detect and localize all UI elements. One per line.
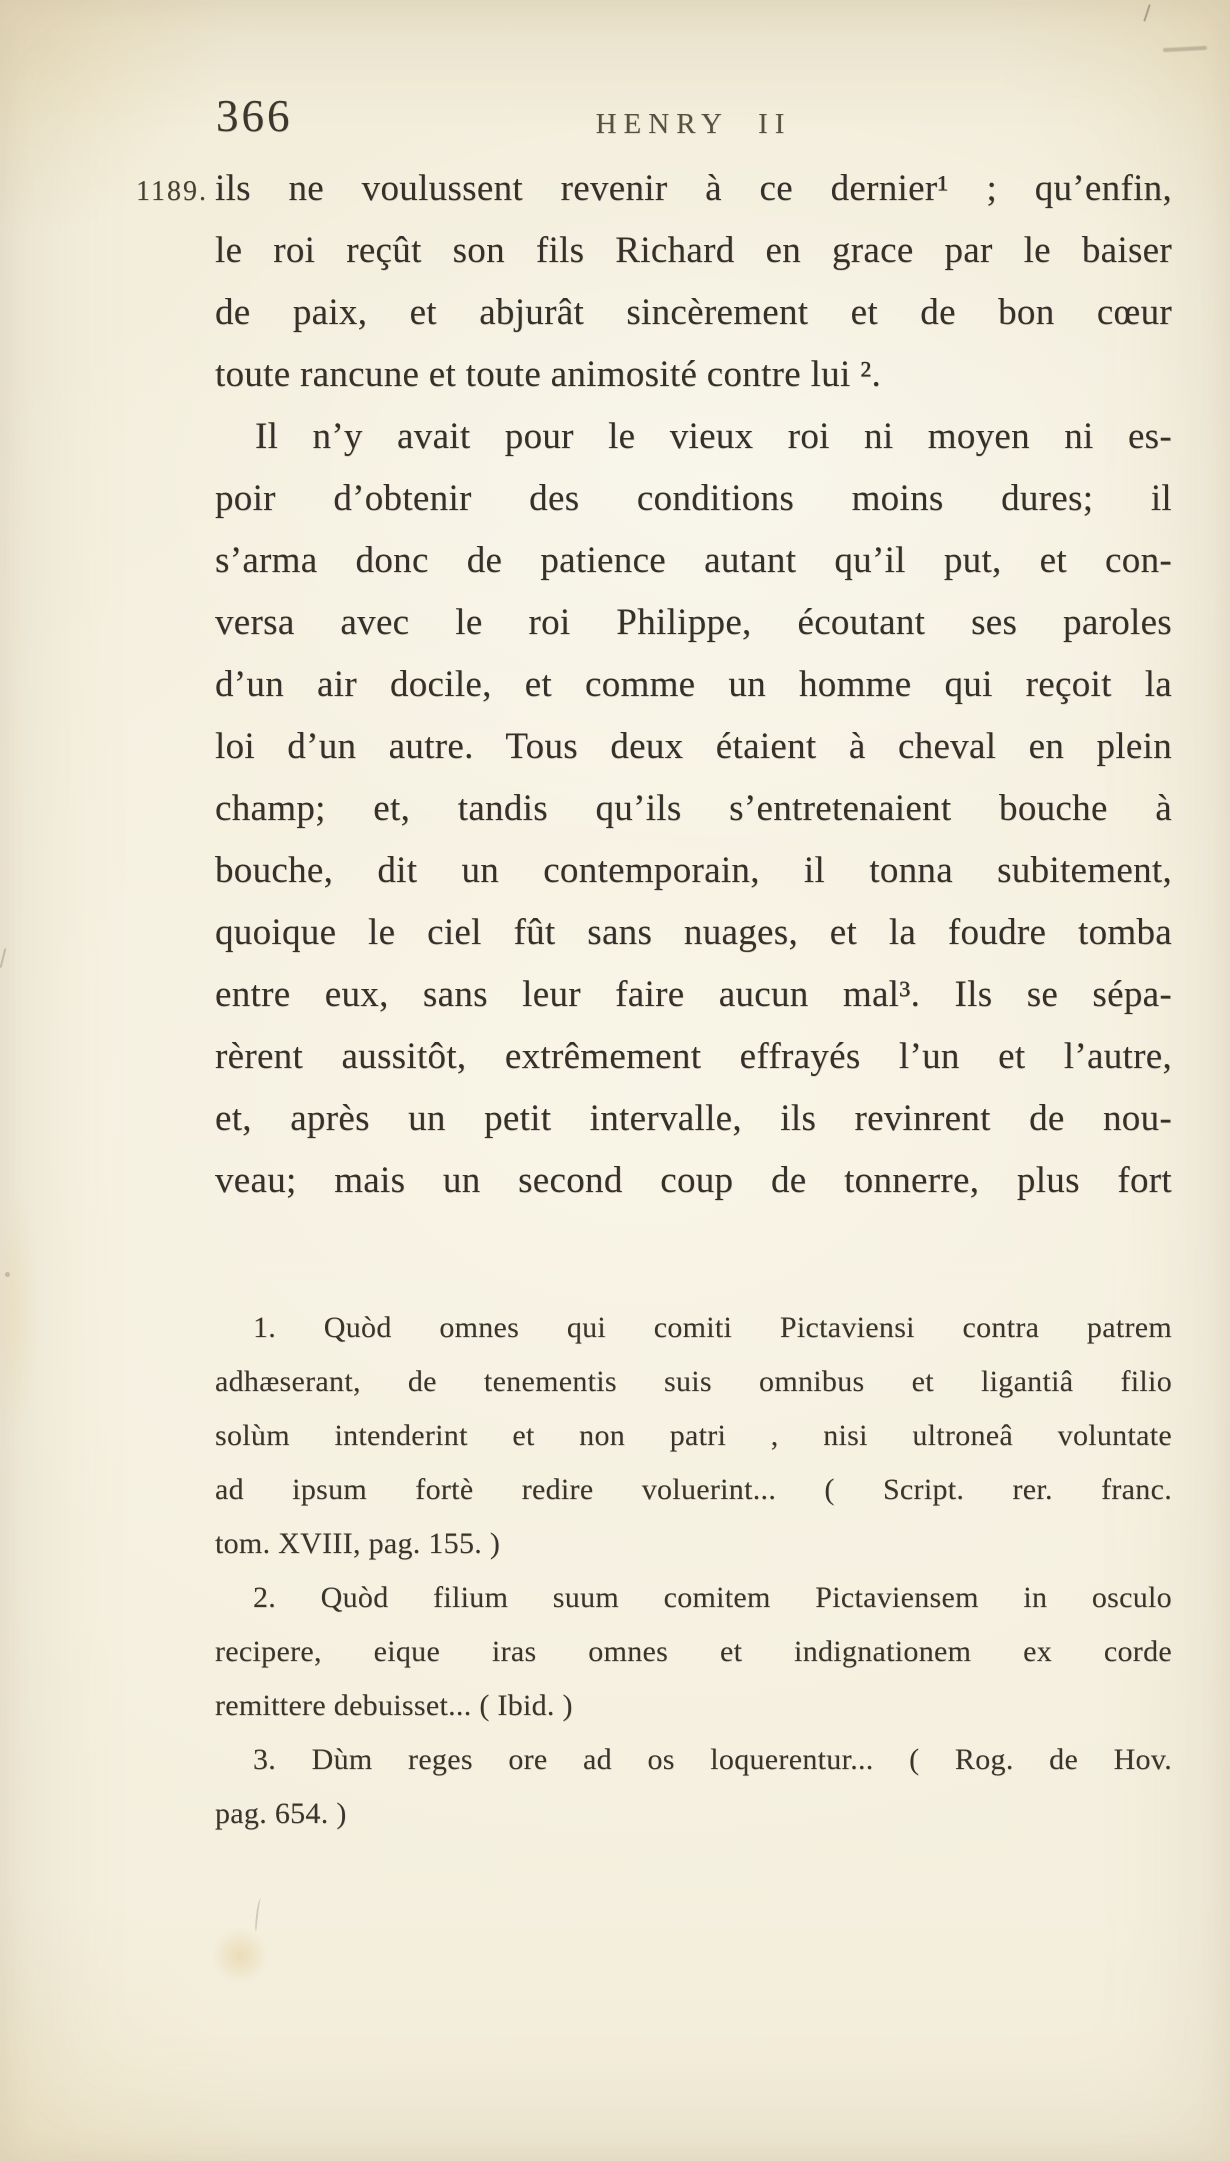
body-line: le roi reçût son fils Richard en grace par le baiser	[215, 230, 1172, 271]
body-line: Il n’y avait pour le vieux roi ni moyen ni es-	[255, 416, 1172, 457]
body-line: champ; et, tandis qu’ils s’entretenaient bouche à	[215, 788, 1172, 829]
footnote-line: 2. Quòd filium suum comitem Pictaviensem in osculo	[253, 1581, 1172, 1614]
paragraph-1	[215, 158, 1172, 406]
running-title: HENRY II	[595, 108, 792, 140]
body-line: s’arma donc de patience autant qu’il put, et con-	[215, 540, 1172, 581]
footnote-line: adhæserant, de tenementis suis omnibus et ligantiâ filio	[215, 1365, 1172, 1398]
footnote-line: pag. 654. )	[215, 1797, 347, 1830]
footnote-1	[215, 1301, 1172, 1571]
body-line: et, après un petit intervalle, ils revinrent de nou-	[215, 1098, 1172, 1139]
body-line: quoique le ciel fût sans nuages, et la foudre tomba	[215, 912, 1172, 953]
footnote-line: ad ipsum fortè redire voluerint... ( Script. rer. franc.	[215, 1473, 1172, 1506]
body-line: de paix, et abjurât sincèrement et de bon cœur	[215, 292, 1172, 333]
body-text	[215, 158, 1172, 1212]
body-line: bouche, dit un contemporain, il tonna subitement,	[215, 850, 1172, 891]
footnote-line: recipere, eique iras omnes et indignationem ex corde	[215, 1635, 1172, 1668]
footnote-2	[215, 1571, 1172, 1733]
body-line: ils ne voulussent revenir à ce dernier¹ ; qu’enfin,	[215, 168, 1172, 209]
scan-artifact-squiggle-bottom-left	[254, 1898, 263, 1932]
footnote-line: 3. Dùm reges ore ad os loquerentur... ( Rog. de Hov.	[253, 1743, 1172, 1776]
body-line: loi d’un autre. Tous deux étaient à cheval en plein	[215, 726, 1172, 767]
footnote-3	[215, 1733, 1172, 1841]
scan-artifact-dash-top-right	[1163, 46, 1207, 52]
scan-artifact-slash-top-right	[1143, 4, 1150, 22]
body-line: veau; mais un second coup de tonnerre, plus fort	[215, 1160, 1172, 1201]
paragraph-2	[215, 406, 1172, 1212]
scan-artifact-stain-bottom-left	[210, 1928, 270, 1983]
body-line: d’un air docile, et comme un homme qui reçoit la	[215, 664, 1172, 705]
body-line: toute rancune et toute animosité contre lui ².	[215, 354, 882, 395]
body-line: rèrent aussitôt, extrêmement effrayés l’un et l’autre,	[215, 1036, 1172, 1077]
margin-year-note: 1189.	[136, 176, 208, 207]
body-line: poir d’obtenir des conditions moins dures; il	[215, 478, 1172, 519]
footnote-line: remittere debuisset... ( Ibid. )	[215, 1689, 573, 1722]
footnote-line: 1. Quòd omnes qui comiti Pictaviensi contra patrem	[253, 1311, 1172, 1344]
page-number: 366	[216, 91, 293, 141]
scan-artifact-dot-left-edge	[5, 1272, 10, 1277]
body-line: versa avec le roi Philippe, écoutant ses paroles	[215, 602, 1172, 643]
body-line: entre eux, sans leur faire aucun mal³. Ils se sépa-	[215, 974, 1172, 1015]
footnote-line: solùm intenderint et non patri , nisi ultroneâ voluntate	[215, 1419, 1172, 1452]
footnote-line: tom. XVIII, pag. 155. )	[215, 1527, 501, 1560]
scan-artifact-stain-left-edge	[0, 1180, 40, 1440]
footnotes	[215, 1301, 1172, 1841]
scan-artifact-slash-left-edge	[0, 948, 6, 968]
